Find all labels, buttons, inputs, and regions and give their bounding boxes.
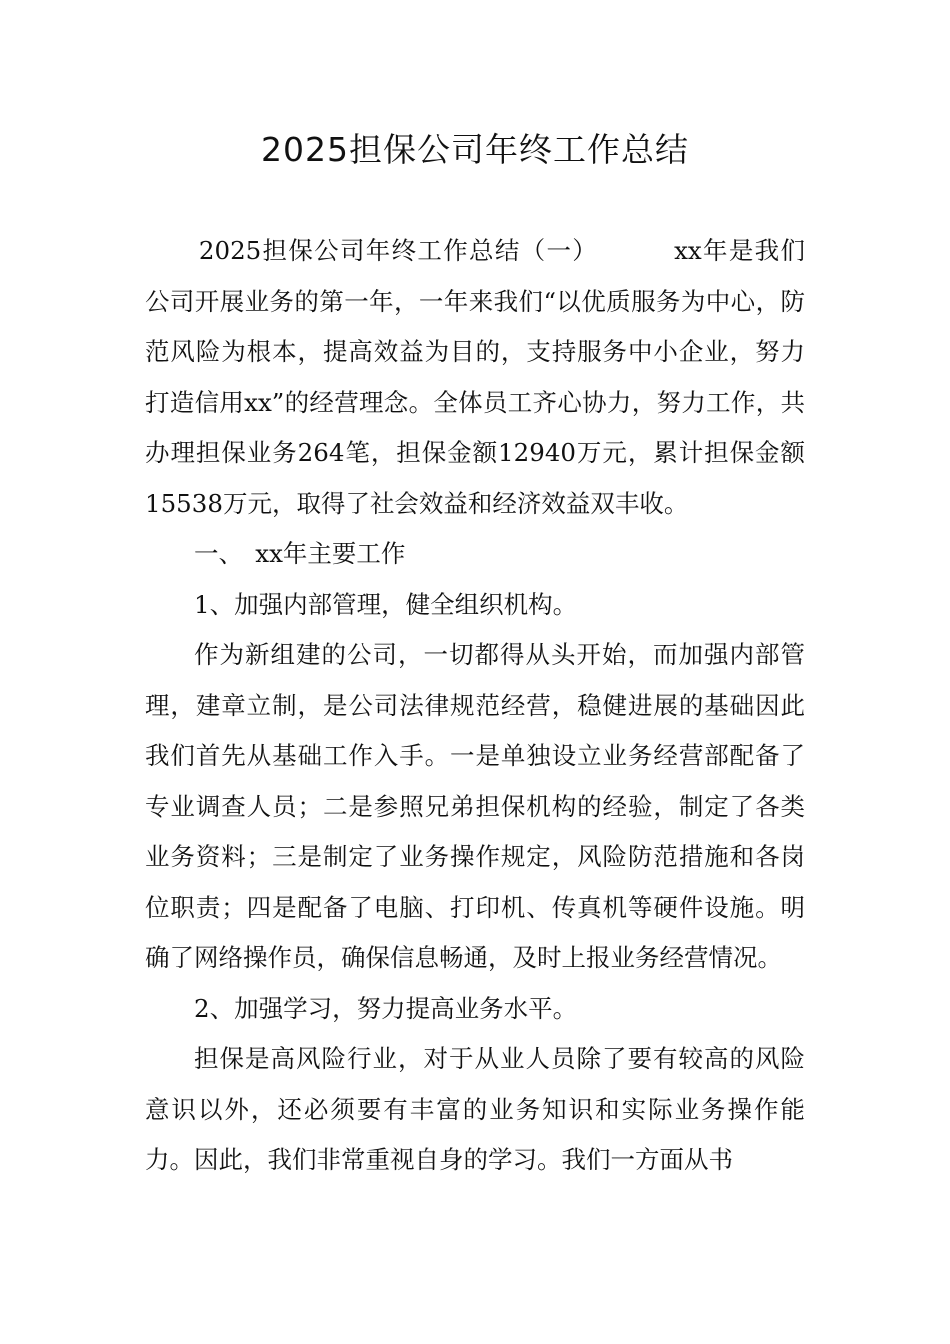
subheading-internal-management: 1、加强内部管理，健全组织机构。 — [194, 589, 578, 619]
paragraph-lead: 2025担保公司年终工作总结（一） — [198, 236, 599, 265]
paragraph-intro — [145, 226, 805, 529]
section-heading-main-work: 一、 xx年主要工作 — [194, 539, 406, 568]
subheading-learning: 2、加强学习，努力提高业务水平。 — [194, 993, 578, 1023]
document-title: 2025担保公司年终工作总结 — [261, 130, 689, 169]
paragraph-internal-management: 作为新组建的公司，一切都得从头开始，而加强内部管理，建章立制，是公司法律规范经营，稳健进展的基础因此我们首先从基础工作入手。一是单独设立业务经营部配备了专业调查人员；二是参照兄弟担保机构的经验，制定了各类业务资料；三是制定了业务操作规定，风险防范措施和各岗位职责；四是配备了电脑、打印机、传真机等硬件设施。明确了网络操作员，确保信息畅通，及时上报业务经营情况。 — [145, 640, 805, 972]
document-body — [145, 226, 805, 1186]
paragraph-learning: 担保是高风险行业，对于从业人员除了要有较高的风险意识以外，还必须要有丰富的业务知识和实际业务操作能力。因此，我们非常重视自身的学习。我们一方面从书 — [145, 1044, 805, 1174]
paragraph-text: xx年是我们公司开展业务的第一年，一年来我们“以优质服务为中心，防范风险为根本，提高效益为目的，支持服务中小企业，努力打造信用xx”的经营理念。全体员工齐心协力，努力工作，共办理担保业务264笔，担保金额12940万元，累计担保金额15538万元，取得了社会效益和经济效益双丰收。 — [145, 236, 805, 518]
